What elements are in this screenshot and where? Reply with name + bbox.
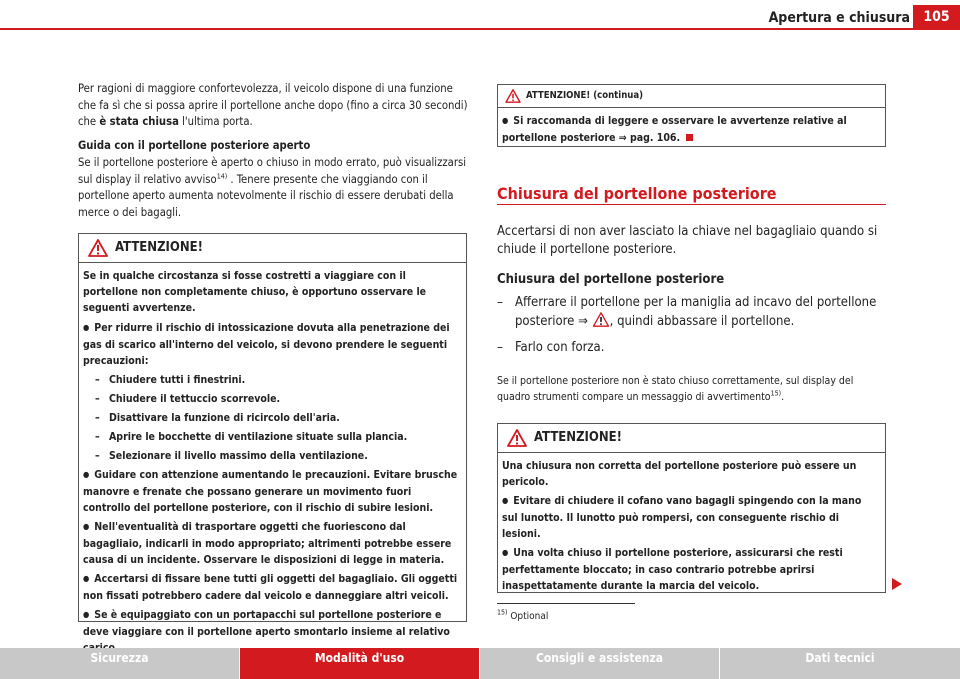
warning-title: ATTENZIONE! bbox=[534, 430, 622, 445]
warning-box-right bbox=[497, 423, 886, 593]
warning-triangle-icon bbox=[592, 312, 610, 327]
warning-subitem: – Chiudere tutti i finestrini. bbox=[83, 372, 460, 388]
intro-paragraph: Per ragioni di maggiore confortevolezza, il veicolo dispone di una funzione che fa sì che si possa aprire il portellone anche dopo (fino a circa 30 secondi) che è stata chiusa l'ultima porta. bbox=[78, 82, 468, 128]
warning-bullet: ● Evitare di chiudere il cofano vano bagagli spingendo con la mano sul lunotto. Il lunotto può rompersi, con conseguente rischio di lesioni. bbox=[502, 493, 879, 542]
next-page-arrow-icon[interactable] bbox=[891, 577, 903, 591]
end-marker-icon bbox=[686, 134, 693, 141]
warning-bullet: ● Guidare con attenzione aumentando le precauzioni. Evitare brusche manovre e frenate che possano generare un movimento fuori controllo del portellone posteriore, con il rischio di subire lesioni. bbox=[83, 467, 460, 516]
subheading-driving-open: Guida con il portellone posteriore aperto bbox=[78, 139, 311, 152]
display-note: Se il portellone posteriore non è stato chiuso correttamente, sul display del quadro strumenti compare un messaggio di avvertimento$^{15)}$. bbox=[497, 375, 854, 403]
footer-tab-consigli-assistenza[interactable]: Consigli e assistenza bbox=[480, 648, 719, 679]
section-title-underline bbox=[497, 204, 886, 205]
page-number: 105 bbox=[913, 5, 960, 29]
warning-subitem: – Aprire le bocchette di ventilazione situate sulla plancia. bbox=[83, 429, 460, 445]
driving-open-paragraph: Se il portellone posteriore è aperto o chiuso in modo errato, può visualizzarsi sul display il relativo avviso$^{14)}$ . Tenere presente che viaggiando con il portellone aperto aumenta notevolmente il rischio di essere derubati della merce o dei bagagli. bbox=[78, 156, 467, 219]
warning-bullet: ● Si raccomanda di leggere e osservare le avvertenze relative al portellone posteriore ⇒ pag. 106. bbox=[502, 113, 879, 146]
footer-nav bbox=[0, 648, 960, 679]
warning-subitem: – Disattivare la funzione di ricircolo dell'aria. bbox=[83, 410, 460, 426]
footnote-divider bbox=[497, 603, 635, 604]
footnote: $^{15)}$ Optional bbox=[497, 608, 549, 622]
warning-box-left bbox=[78, 233, 467, 638]
warning-triangle-icon bbox=[507, 429, 527, 447]
warning-bullet: ● Nell'eventualità di trasportare oggetti che fuoriescono dal bagagliaio, indicarli in modo appropriato; altrimenti potrebbe essere causa di un incidente. Osservare le disposizioni di legge in materia. bbox=[83, 519, 460, 568]
step-item: – Afferrare il portellone per la maniglia ad incavo del portellone posteriore ⇒ , quindi abbassare il portellone. bbox=[497, 295, 877, 329]
warning-body bbox=[498, 108, 885, 146]
warning-lead: Se in qualche circostanza si fosse costretti a viaggiare con il portellone non completamente chiuso, è opportuno osservare le seguenti avvertenze. bbox=[83, 270, 427, 314]
warning-body bbox=[498, 453, 885, 593]
footer-tab-modalita-uso[interactable]: Modalità d'uso bbox=[240, 648, 479, 679]
warning-header bbox=[498, 424, 885, 453]
warning-header bbox=[79, 234, 466, 263]
warning-bullet: ● Accertarsi di fissare bene tutti gli oggetti del bagagliaio. Gli oggetti non fissati potrebbero cadere dal veicolo e danneggiare altri veicoli. bbox=[83, 571, 460, 604]
warning-triangle-icon bbox=[88, 239, 108, 257]
subheading-closing: Chiusura del portellone posteriore bbox=[497, 272, 725, 287]
warning-bullet: ● Se è equipaggiato con un portapacchi sul portellone posteriore e deve viaggiare con il portellone aperto smontarlo insieme al relativo bbox=[83, 607, 460, 656]
warning-header bbox=[498, 85, 885, 108]
warning-subitem: – Selezionare il livello massimo della ventilazione. bbox=[83, 448, 460, 464]
warning-lead: Una chiusura non corretta del portellone posteriore può essere un pericolo. bbox=[502, 460, 857, 488]
header-divider bbox=[0, 28, 960, 30]
step-item: – Farlo con forza. bbox=[497, 340, 605, 355]
warning-box-continued bbox=[497, 84, 886, 147]
closing-intro: Accertarsi di non aver lasciato la chiave nel bagagliaio quando si chiude il portellone posteriore. bbox=[497, 224, 878, 257]
warning-subitem: – Chiudere il tettuccio scorrevole. bbox=[83, 391, 460, 407]
page-header-title: Apertura e chiusura bbox=[768, 10, 910, 26]
warning-triangle-icon bbox=[505, 89, 521, 103]
warning-body bbox=[79, 263, 466, 656]
section-title: Chiusura del portellone posteriore bbox=[497, 184, 777, 203]
warning-bullet: ● Una volta chiuso il portellone posteriore, assicurarsi che resti perfettamente bloccato; in caso contrario potrebbe aprirsi inaspettatamente durante la marcia del veicolo. bbox=[502, 545, 879, 593]
warning-title: ATTENZIONE! (continua) bbox=[526, 90, 644, 101]
warning-title: ATTENZIONE! bbox=[115, 240, 203, 255]
warning-bullet: ● Per ridurre il rischio di intossicazione dovuta alla penetrazione dei gas di scarico all'interno del veicolo, si devono prendere le seguenti precauzioni: bbox=[83, 320, 460, 369]
footer-tab-sicurezza[interactable]: Sicurezza bbox=[0, 648, 239, 679]
footer-tab-dati-tecnici[interactable]: Dati tecnici bbox=[720, 648, 960, 679]
